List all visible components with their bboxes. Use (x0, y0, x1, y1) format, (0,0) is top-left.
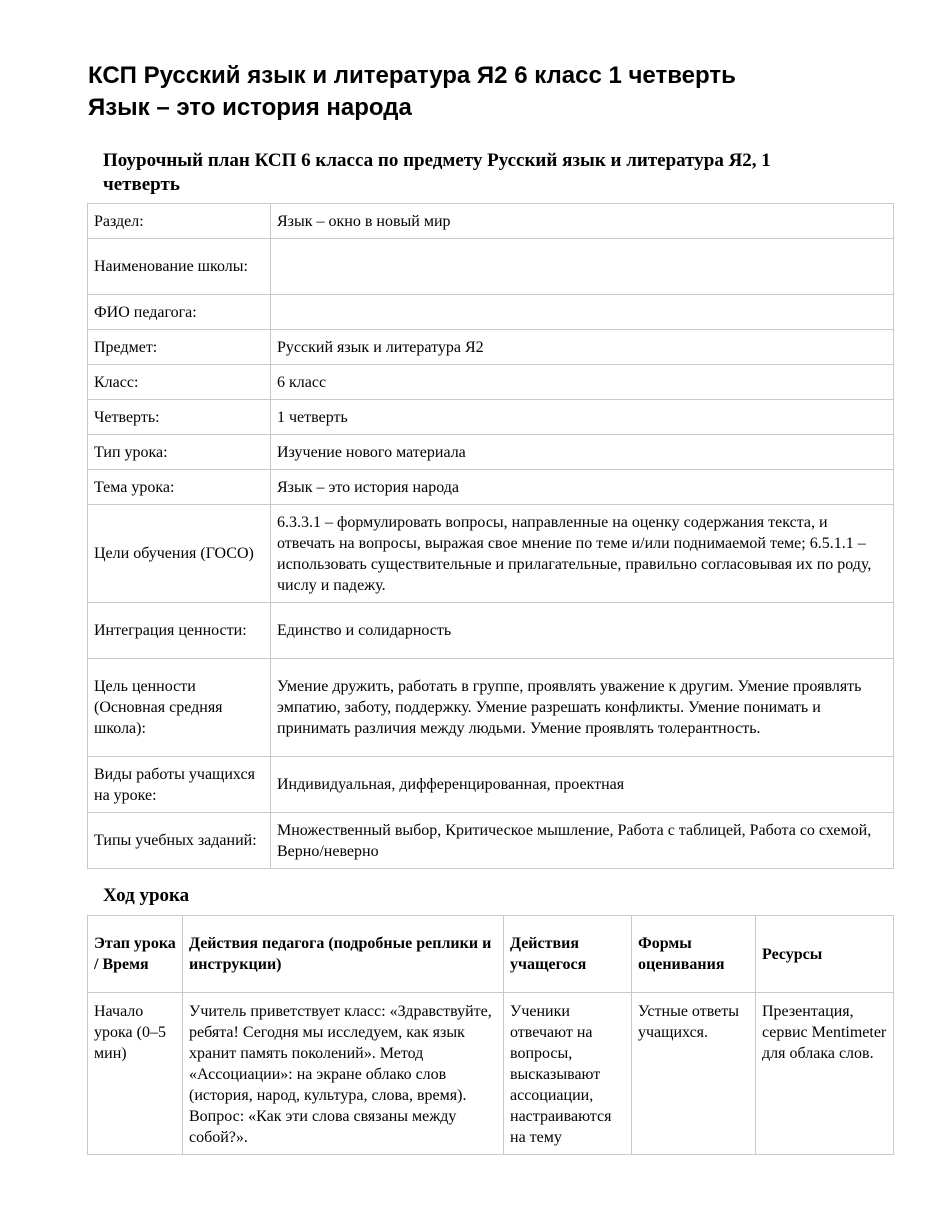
table-cell: Учитель приветствует класс: «Здравствуйте, ребята! Сегодня мы исследуем, как язык хранит память поколений». Метод «Ассоциации»: на экране облако слов (история, народ, культура, слова, время). Вопрос: «Как эти слова связаны между собой?». (183, 993, 504, 1155)
info-value: Язык – окно в новый мир (271, 204, 894, 239)
info-value: Множественный выбор, Критическое мышление, Работа с таблицей, Работа со схемой, Верно/неверно (271, 813, 894, 869)
lesson-info-table (87, 203, 894, 869)
column-header: Действия педагога (подробные реплики и инструкции) (183, 916, 504, 993)
info-label: Типы учебных заданий: (88, 813, 271, 869)
info-label: Тема урока: (88, 470, 271, 505)
info-label: ФИО педагога: (88, 295, 271, 330)
table-row (88, 204, 894, 239)
table-cell: Начало урока (0–5 мин) (88, 993, 183, 1155)
document-title-line-1: КСП Русский язык и литература Я2 6 класс 1 четверть (88, 62, 736, 89)
info-label: Раздел: (88, 204, 271, 239)
document-title (88, 60, 888, 124)
info-label: Класс: (88, 365, 271, 400)
info-label: Предмет: (88, 330, 271, 365)
column-header: Формы оценивания (632, 916, 756, 993)
table-row (88, 330, 894, 365)
table-cell: Устные ответы учащихся. (632, 993, 756, 1155)
table-row (88, 435, 894, 470)
document-title-line-2: Язык – это история народа (88, 94, 412, 121)
column-header: Этап урока / Время (88, 916, 183, 993)
table-header-row (88, 916, 894, 993)
column-header: Действия учащегося (504, 916, 632, 993)
info-label: Тип урока: (88, 435, 271, 470)
info-label: Наименование школы: (88, 239, 271, 295)
table-row (88, 470, 894, 505)
info-label: Виды работы учащихся на уроке: (88, 757, 271, 813)
table-row (88, 505, 894, 603)
info-value: Индивидуальная, дифференцированная, проектная (271, 757, 894, 813)
info-value: 6.3.3.1 – формулировать вопросы, направленные на оценку содержания текста, и отвечать на вопросы, выражая свое мнение по теме и/или поднимаемой теме; 6.5.1.1 – использовать существительные и прилагательные, правильно согласовывая их по роду, числу и падежу. (271, 505, 894, 603)
table-cell: Презентация, сервис Mentimeter для облака слов. (756, 993, 894, 1155)
info-label: Цели обучения (ГОСО) (88, 505, 271, 603)
info-value: Русский язык и литература Я2 (271, 330, 894, 365)
table-row (88, 239, 894, 295)
table-row (88, 757, 894, 813)
info-value: Язык – это история народа (271, 470, 894, 505)
table-row (88, 365, 894, 400)
plan-heading-line-1: Поурочный план КСП 6 класса по предмету Русский язык и литература Я2, 1 (103, 150, 771, 171)
table-row (88, 295, 894, 330)
info-value (271, 239, 894, 295)
plan-heading-line-2: четверть (103, 174, 180, 195)
lesson-heading: Ход урока (103, 885, 190, 906)
info-label: Четверть: (88, 400, 271, 435)
lesson-plan-table (87, 915, 894, 1155)
column-header: Ресурсы (756, 916, 894, 993)
info-value: Умение дружить, работать в группе, проявлять уважение к другим. Умение проявлять эмпатию, заботу, поддержку. Умение разрешать конфликты. Умение понимать и принимать различия между людьми. Умение проявлять толерантность. (271, 659, 894, 757)
info-value: 6 класс (271, 365, 894, 400)
info-value: Единство и солидарность (271, 603, 894, 659)
info-label: Цель ценности (Основная средняя школа): (88, 659, 271, 757)
table-cell: Ученики отвечают на вопросы, высказывают ассоциации, настраиваются на тему (504, 993, 632, 1155)
plan-heading (103, 149, 893, 197)
info-value (271, 295, 894, 330)
table-row (88, 993, 894, 1155)
table-row (88, 400, 894, 435)
table-row (88, 813, 894, 869)
table-row (88, 603, 894, 659)
table-row (88, 659, 894, 757)
info-value: 1 четверть (271, 400, 894, 435)
info-value: Изучение нового материала (271, 435, 894, 470)
info-label: Интеграция ценности: (88, 603, 271, 659)
